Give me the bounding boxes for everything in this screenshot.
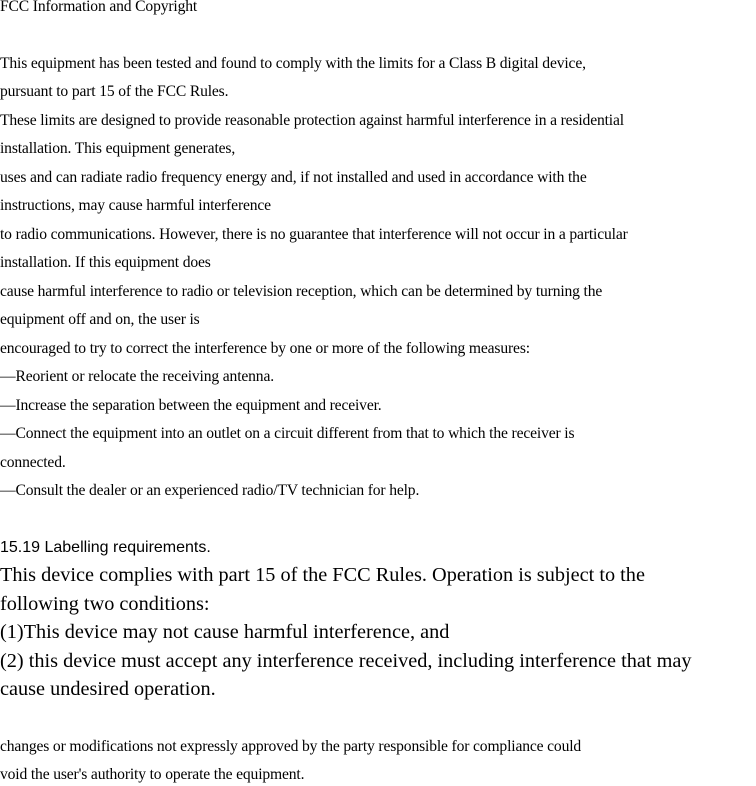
paragraph-line: This equipment has been tested and found to comply with the limits for a Class B digital device, <box>0 55 586 72</box>
paragraph-line: installation. If this equipment does <box>0 254 211 271</box>
statement-line: following two conditions: <box>0 593 210 615</box>
paragraph-line: instructions, may cause harmful interference <box>0 197 271 214</box>
statement-line: This device complies with part 15 of the FCC Rules. Operation is subject to the <box>0 564 645 586</box>
warning-line: changes or modifications not expressly approved by the party responsible for compliance could <box>0 738 582 755</box>
paragraph-line: equipment off and on, the user is <box>0 311 200 328</box>
paragraph-line: These limits are designed to provide reasonable protection against harmful interference in a residential <box>0 112 624 129</box>
measure-item: —Increase the separation between the equipment and receiver. <box>0 397 382 414</box>
statement-line: cause undesired operation. <box>0 678 216 700</box>
paragraph-line: encouraged to try to correct the interference by one or more of the following measures: <box>0 340 530 357</box>
paragraph-line: pursuant to part 15 of the FCC Rules. <box>0 83 229 100</box>
measure-item: connected. <box>0 454 66 471</box>
statement-line: (2) this device must accept any interference received, including interference that may <box>0 650 692 672</box>
warning-line: void the user's authority to operate the equipment. <box>0 766 305 783</box>
paragraph-line: to radio communications. However, there is no guarantee that interference will not occur in a particular <box>0 226 628 243</box>
paragraph-line: installation. This equipment generates, <box>0 140 236 157</box>
measure-item: —Connect the equipment into an outlet on a circuit different from that to which the receiver is <box>0 425 575 442</box>
labelling-heading: 15.19 Labelling requirements. <box>0 539 211 556</box>
measure-item: —Consult the dealer or an experienced radio/TV technician for help. <box>0 482 420 499</box>
statement-line: (1)This device may not cause harmful interference, and <box>0 621 450 643</box>
document-title: FCC Information and Copyright <box>0 0 198 15</box>
paragraph-line: uses and can radiate radio frequency energy and, if not installed and used in accordance with the <box>0 169 587 186</box>
measure-item: —Reorient or relocate the receiving antenna. <box>0 368 274 385</box>
paragraph-line: cause harmful interference to radio or television reception, which can be determined by turning the <box>0 283 603 300</box>
